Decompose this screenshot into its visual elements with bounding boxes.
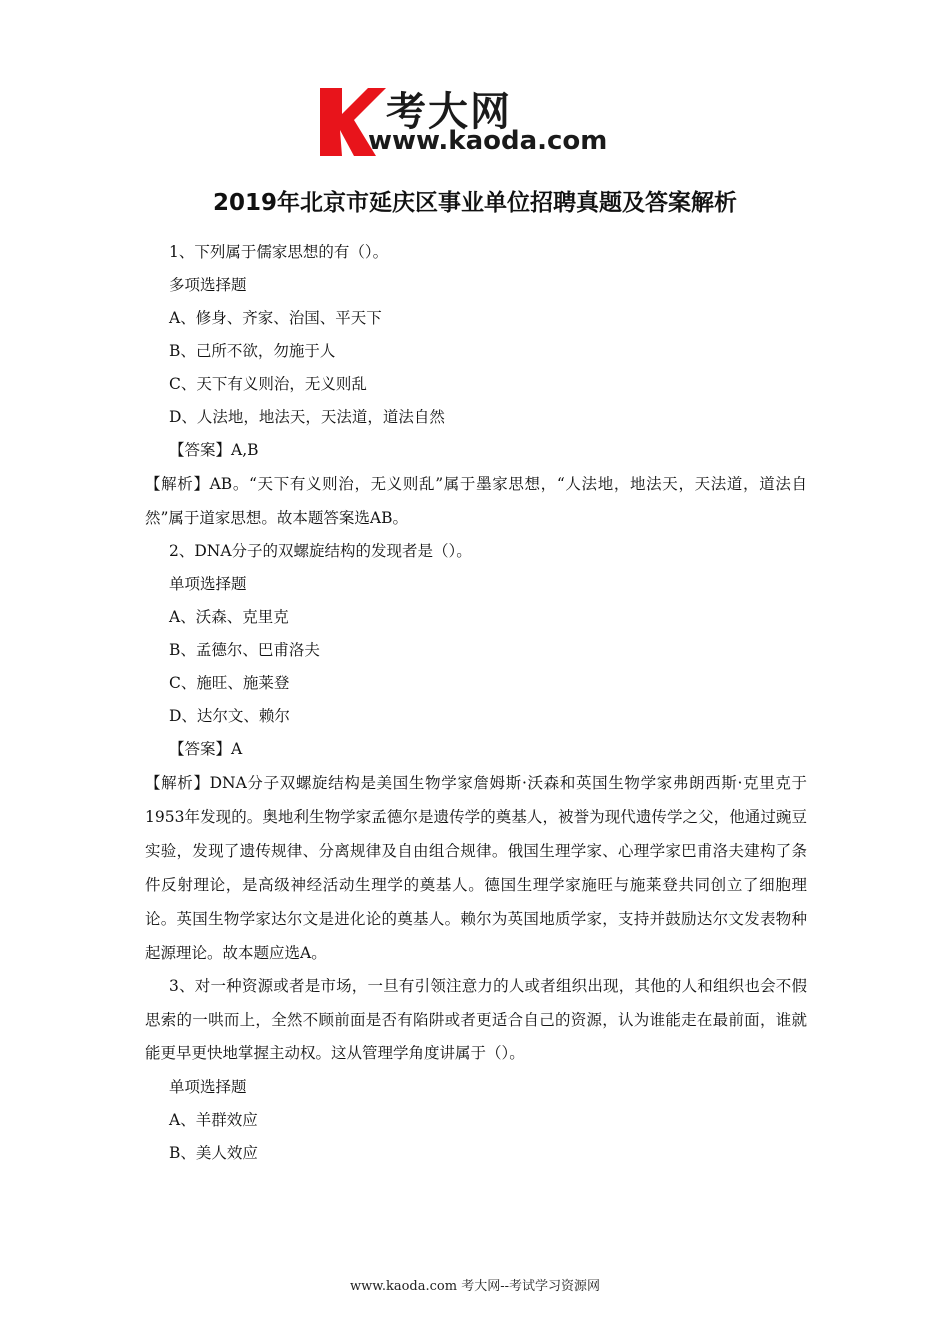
- option: D、人法地，地法天，天法道，道法自然: [169, 408, 445, 426]
- kaoda-logo: [318, 86, 638, 158]
- option: A、沃森、克里克: [169, 608, 289, 626]
- option: C、施旺、施莱登: [169, 674, 290, 692]
- analysis: 【解析】DNA分子双螺旋结构是美国生物学家詹姆斯·沃森和英国生物学家弗朗西斯·克里克于1953年发现的。奥地利生物学家孟德尔是遗传学的奠基人，被誉为现代遗传学之父，他通过豌豆实验，发现了遗传规律、分离规律及自由组合规律。俄国生理学家、心理学家巴甫洛夫建构了条件反射理论，是高级神经活动生理学的奠基人。德国生理学家施旺与施莱登共同创立了细胞理论。英国生物学家达尔文是进化论的奠基人。赖尔为英国地质学家，支持并鼓励达尔文发表物种起源理论。故本题应选A。: [145, 774, 807, 962]
- question-stem: 2、DNA分子的双螺旋结构的发现者是（）。: [169, 542, 472, 560]
- option: B、孟德尔、巴甫洛夫: [169, 641, 320, 659]
- logo-text: 考大网: [386, 89, 512, 135]
- question-stem: 1、下列属于儒家思想的有（）。: [169, 243, 389, 261]
- question-stem: 3、对一种资源或者是市场，一旦有引领注意力的人或者组织出现，其他的人和组织也会不假思索的一哄而上，全然不顾前面是否有陷阱或者更适合自己的资源，认为谁能走在最前面，谁就能更早更快地掌握主动权。这从管理学角度讲属于（）。: [145, 977, 807, 1062]
- question-type: 单项选择题: [169, 1077, 247, 1096]
- document-title: 2019年北京市延庆区事业单位招聘真题及答案解析: [212, 190, 737, 216]
- analysis: 【解析】AB。“天下有义则治，无义则乱”属于墨家思想，“人法地，地法天，天法道，道法自然”属于道家思想。故本题答案选AB。: [145, 475, 807, 527]
- question-type: 单项选择题: [169, 575, 247, 593]
- answer: 【答案】A: [169, 740, 243, 758]
- answer: 【答案】A,B: [169, 441, 259, 459]
- option: D、达尔文、赖尔: [169, 707, 290, 725]
- page-footer: www.kaoda.com 考大网--考试学习资源网: [350, 1279, 600, 1294]
- option: A、修身、齐家、治国、平天下: [169, 309, 382, 327]
- document-body: [145, 236, 807, 1170]
- option: B、美人效应: [169, 1143, 258, 1162]
- option: B、己所不欲，勿施于人: [169, 342, 336, 360]
- option: C、天下有义则治，无义则乱: [169, 375, 367, 393]
- logo-url: www.kaoda.com: [368, 126, 608, 156]
- option: A、羊群效应: [169, 1110, 258, 1129]
- question-type: 多项选择题: [169, 276, 247, 294]
